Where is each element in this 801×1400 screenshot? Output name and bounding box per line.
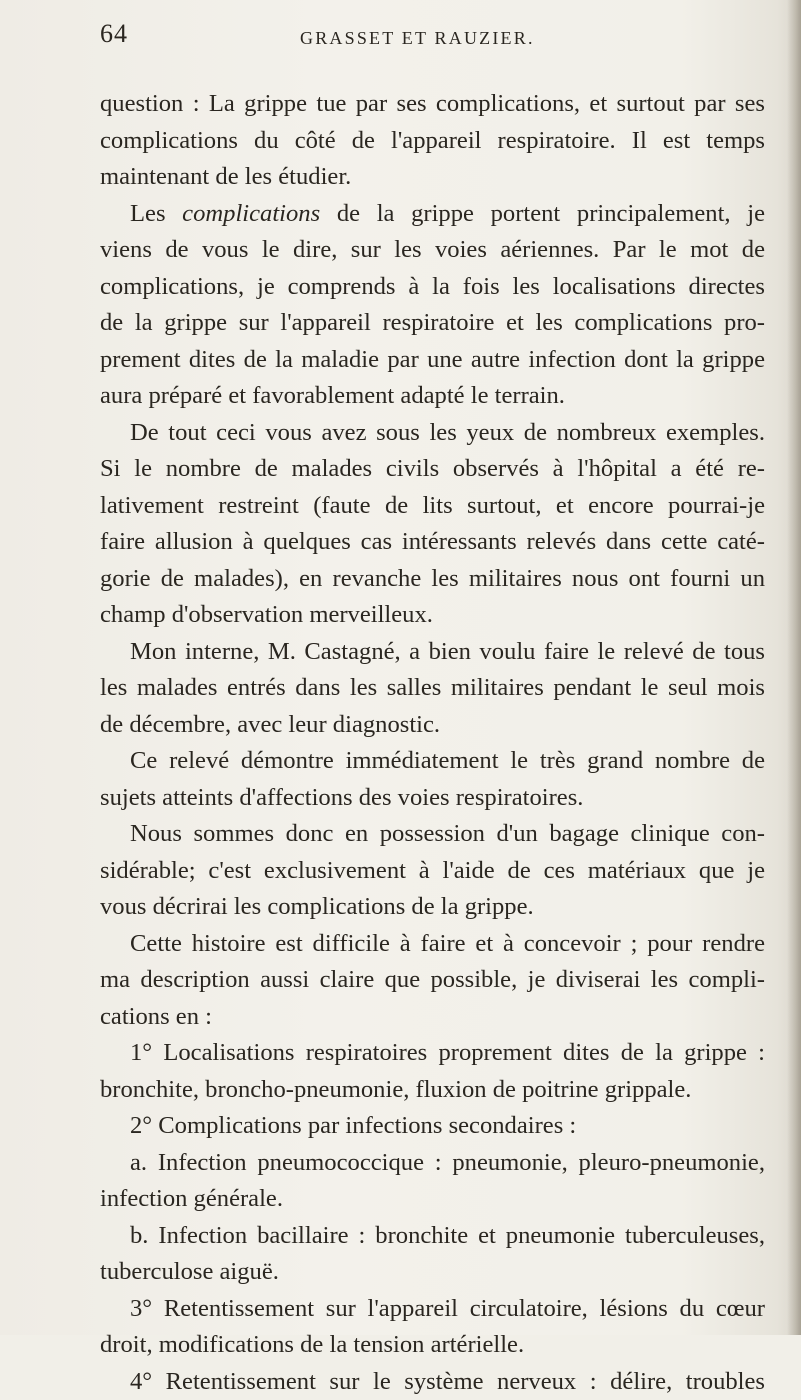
- text-line: sujets atteints d'affections des voies respiratoires.: [100, 780, 765, 817]
- text-line: infection générale.: [100, 1181, 765, 1218]
- text-line: champ d'observation merveilleux.: [100, 597, 765, 634]
- text-line: cations en :: [100, 999, 765, 1036]
- text-line: ma description aussi claire que possible, je diviserai les compli-: [100, 962, 765, 999]
- text-line: 3° Retentissement sur l'appareil circulatoire, lésions du cœur: [100, 1291, 765, 1328]
- text-line: complications, je comprends à la fois les localisations directes: [100, 269, 765, 306]
- text-line: b. Infection bacillaire : bronchite et pneumonie tuberculeuses,: [100, 1218, 765, 1255]
- italic-term: complications: [182, 200, 320, 227]
- text-line: Nous sommes donc en possession d'un bagage clinique con-: [100, 816, 765, 853]
- text-line: faire allusion à quelques cas intéressants relevés dans cette caté-: [100, 524, 765, 561]
- text-line: Cette histoire est difficile à faire et à concevoir ; pour rendre: [100, 926, 765, 963]
- text-line: aura préparé et favorablement adapté le terrain.: [100, 378, 765, 415]
- text-line: Si le nombre de malades civils observés à l'hôpital a été re-: [100, 451, 765, 488]
- text-line: complications du côté de l'appareil respiratoire. Il est temps: [100, 123, 765, 160]
- text-line: lativement restreint (faute de lits surtout, et encore pourrai-je: [100, 488, 765, 525]
- text-line: gorie de malades), en revanche les militaires nous ont fourni un: [100, 561, 765, 598]
- text-line: 1° Localisations respiratoires proprement dites de la grippe :: [100, 1035, 765, 1072]
- text-line: les malades entrés dans les salles militaires pendant le seul mois: [100, 670, 765, 707]
- page-edge-shadow: [787, 0, 801, 1335]
- text-line: droit, modifications de la tension artérielle.: [100, 1327, 765, 1364]
- page-header: [100, 14, 760, 54]
- text-line: a. Infection pneumococcique : pneumonie, pleuro-pneumonie,: [100, 1145, 765, 1182]
- text-line: De tout ceci vous avez sous les yeux de nombreux exemples.: [100, 415, 765, 452]
- running-head: GRASSET ET RAUZIER.: [300, 18, 535, 58]
- text-line: de décembre, avec leur diagnostic.: [100, 707, 765, 744]
- text-line: maintenant de les étudier.: [100, 159, 765, 196]
- text-line: prement dites de la maladie par une autre infection dont la grippe: [100, 342, 765, 379]
- text-line: question : La grippe tue par ses complications, et surtout par ses: [100, 86, 765, 123]
- text-line: Ce relevé démontre immédiatement le très grand nombre de: [100, 743, 765, 780]
- text-line: 4° Retentissement sur le système nerveux : délire, troubles: [100, 1364, 765, 1400]
- text-line: 2° Complications par infections secondaires :: [100, 1108, 765, 1145]
- text-line: de la grippe sur l'appareil respiratoire et les complications pro-: [100, 305, 765, 342]
- text-line: sidérable; c'est exclusivement à l'aide de ces matériaux que je: [100, 853, 765, 890]
- body-text: [100, 86, 765, 1400]
- page-number: 64: [100, 14, 128, 54]
- text-line: viens de vous le dire, sur les voies aériennes. Par le mot de: [100, 232, 765, 269]
- text-line: vous décrirai les complications de la grippe.: [100, 889, 765, 926]
- text-line: Mon interne, M. Castagné, a bien voulu faire le relevé de tous: [100, 634, 765, 671]
- text-line: tuberculose aiguë.: [100, 1254, 765, 1291]
- text-line: Les complications de la grippe portent principalement, je: [100, 196, 765, 233]
- text-line: bronchite, broncho-pneumonie, fluxion de poitrine grippale.: [100, 1072, 765, 1109]
